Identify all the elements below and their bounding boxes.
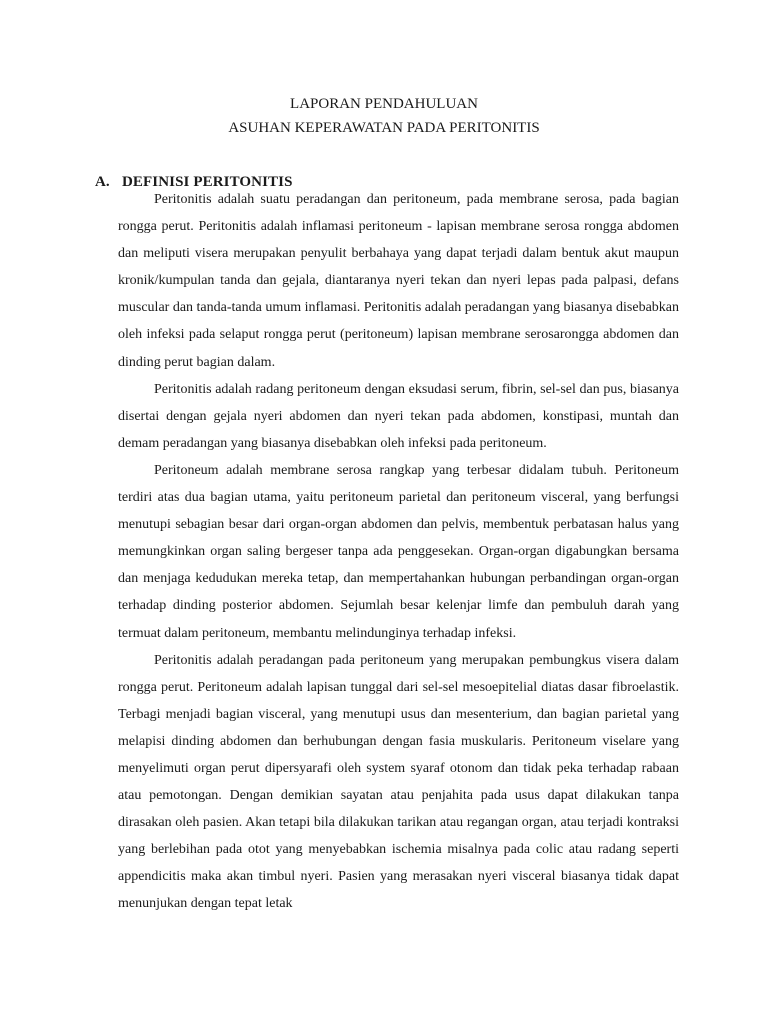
document-body xyxy=(118,186,679,918)
title-line-1: LAPORAN PENDAHULUAN xyxy=(290,96,478,112)
paragraph-2: Peritonitis adalah radang peritoneum dengan eksudasi serum, fibrin, sel-sel dan pus, biasanya disertai dengan gejala nyeri abdomen dan nyeri tekan pada abdomen, konstipasi, muntah dan demam peradangan yang biasanya disebabkan oleh infeksi pada peritoneum. xyxy=(118,381,679,451)
section-title: DEFINISI PERITONITIS xyxy=(122,174,293,190)
title-line-2: ASUHAN KEPERAWATAN PADA PERITONITIS xyxy=(228,120,540,136)
document-title xyxy=(0,92,768,140)
paragraph-1: Peritonitis adalah suatu peradangan dan peritoneum, pada membrane serosa, pada bagian rongga perut. Peritonitis adalah inflamasi peritoneum - lapisan membrane serosa rongga abdomen dan meliputi visera merupakan penyulit berbahaya yang dapat terjadi dalam bentuk akut maupun kronik/kumpulan tanda dan gejala, diantaranya nyeri tekan dan nyeri lepas pada palpasi, defans muscular dan tanda-tanda umum inflamasi. Peritonitis adalah peradangan yang biasanya disebabkan oleh infeksi pada selaput rongga perut (peritoneum) lapisan membrane serosarongga abdomen dan dinding perut bagian dalam. xyxy=(118,192,679,370)
paragraph-4: Peritonitis adalah peradangan pada peritoneum yang merupakan pembungkus visera dalam rongga perut. Peritoneum adalah lapisan tunggal dari sel-sel mesoepitelial diatas dasar fibroelastik. Terbagi menjadi bagian visceral, yang menutupi usus dan mesenterium, dan bagian parietal yang melapisi dinding abdomen dan berhubungan dengan fasia muskularis. Peritoneum viselare yang menyelimuti organ perut dipersyarafi oleh system syaraf otonom dan tidak peka terhadap rabaan atau pemotongan. Dengan demikian sayatan atau penjahita pada usus dapat dilakukan tanpa dirasakan oleh pasien. Akan tetapi bila dilakukan tarikan atau regangan organ, atau terjadi kontraksi yang berlebihan pada otot yang menyebabkan ischemia misalnya pada colic atau radang seperti appendicitis maka akan timbul nyeri. Pasien yang merasakan nyeri visceral biasanya tidak dapat menunjukan dengan tepat letak xyxy=(118,652,679,912)
section-letter: A. xyxy=(95,174,110,190)
paragraph-3: Peritoneum adalah membrane serosa rangkap yang terbesar didalam tubuh. Peritoneum terdiri atas dua bagian utama, yaitu peritoneum parietal dan peritoneum visceral, yang berfungsi menutupi sebagian besar dari organ-organ abdomen dan pelvis, membentuk perbatasan halus yang memungkinkan organ saling bergeser tanpa ada penggesekan. Organ-organ digabungkan bersama dan menjaga kedudukan mereka tetap, dan mempertahankan hubungan perbandingan organ-organ terhadap dinding posterior abdomen. Sejumlah besar kelenjar limfe dan pembuluh darah yang termuat dalam peritoneum, membantu melindunginya terhadap infeksi. xyxy=(118,462,679,641)
